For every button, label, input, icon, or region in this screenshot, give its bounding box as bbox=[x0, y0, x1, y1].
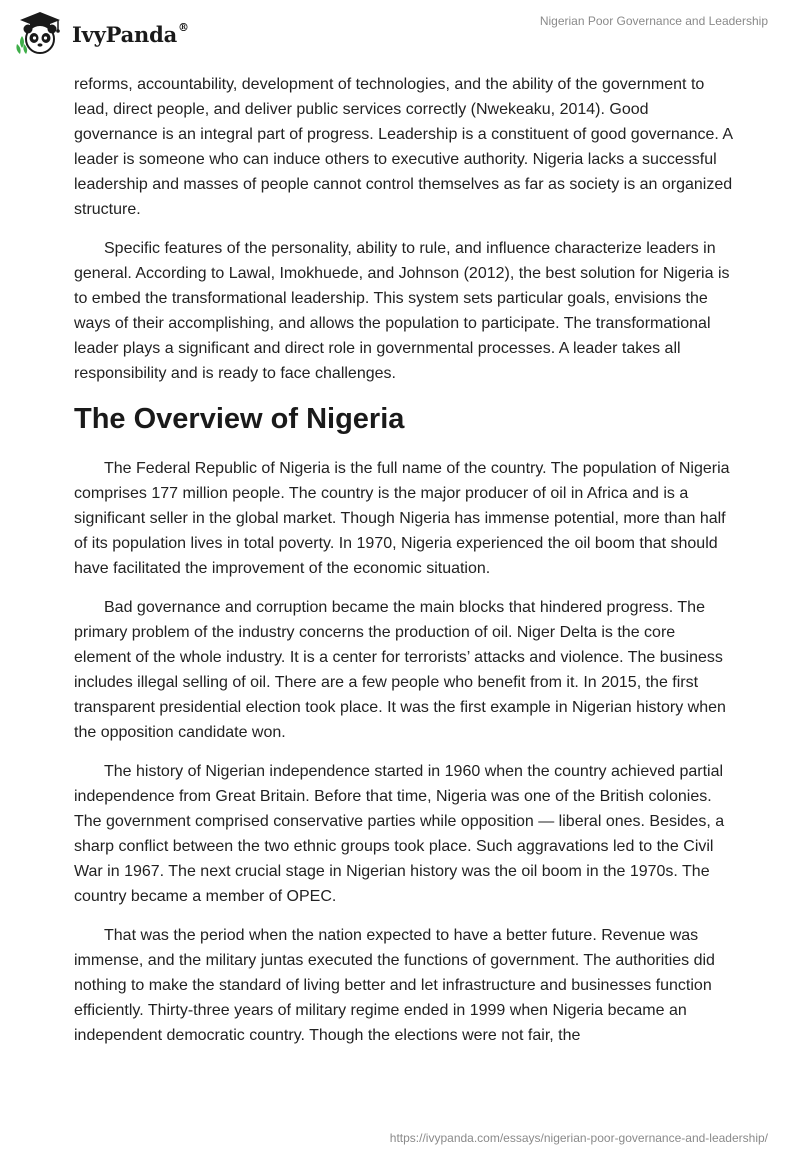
essay-content bbox=[74, 72, 734, 1062]
panda-graduate-icon bbox=[14, 8, 66, 60]
brand-name-text: IvyPanda bbox=[72, 21, 178, 47]
section-heading: The Overview of Nigeria bbox=[74, 403, 405, 435]
source-url[interactable]: https://ivypanda.com/essays/nigerian-poor-governance-and-leadership/ bbox=[389, 1131, 768, 1145]
page-header bbox=[0, 0, 800, 70]
paragraph: Bad governance and corruption became the main blocks that hindered progress. The primary problem of the industry concerns the production of oil. Niger Delta is the core element of the whole industry. It is a center for terrorists’ attacks and violence. The business includes illegal selling of oil. There are a few people who benefit from it. In 2015, the first transparent presidential election took place. It was the first example in Nigerian history when the opposition candidate won. bbox=[74, 599, 726, 741]
paragraph: Specific features of the personality, ability to rule, and influence characterize leaders in general. According to Lawal, Imokhuede, and Johnson (2012), the best solution for Nigeria is to embed the transformational leadership. This system sets particular goals, envisions the ways of their accomplishing, and allows the population to participate. The transformational leader plays a significant and direct role in governmental processes. A leader takes all responsibility and is ready to face challenges. bbox=[74, 240, 730, 382]
registered-mark: ® bbox=[178, 20, 189, 34]
paragraph: reforms, accountability, development of technologies, and the ability of the government to lead, direct people, and deliver public services correctly (Nwekeaku, 2014). Good governance is an integral part of progress. Leadership is a constituent of good governance. A leader is someone who can induce others to executive authority. Nigeria lacks a successful leadership and masses of people cannot control themselves as far as society is an organized structure. bbox=[74, 76, 733, 218]
paragraph: The history of Nigerian independence started in 1960 when the country achieved partial independence from Great Britain. Before that time, Nigeria was one of the British colonies. The government comprised conservative parties while opposition — liberal ones. Besides, a sharp conflict between the two ethnic groups took place. Such aggravations led to the Civil War in 1967. The next crucial stage in Nigerian history was the oil boom in the 1970s. The country became a member of OPEC. bbox=[74, 763, 725, 905]
paragraph: The Federal Republic of Nigeria is the full name of the country. The population of Nigeria comprises 177 million people. The country is the major producer of oil in Africa and is a significant seller in the global market. Though Nigeria has immense potential, more than half of its population lives in total poverty. In 1970, Nigeria experienced the oil boom that should have facilitated the improvement of the economic situation. bbox=[74, 460, 730, 577]
brand-name bbox=[72, 22, 189, 47]
paragraph: That was the period when the nation expected to have a better future. Revenue was immense, and the military juntas executed the functions of government. The authorities did nothing to make the standard of living better and let infrastructure and businesses function efficiently. Thirty-three years of military regime ended in 1999 when Nigeria became an independent democratic country. Though the elections were not fair, the bbox=[74, 927, 715, 1044]
document-title: Nigerian Poor Governance and Leadership bbox=[539, 14, 768, 28]
brand-logo[interactable] bbox=[14, 8, 189, 60]
